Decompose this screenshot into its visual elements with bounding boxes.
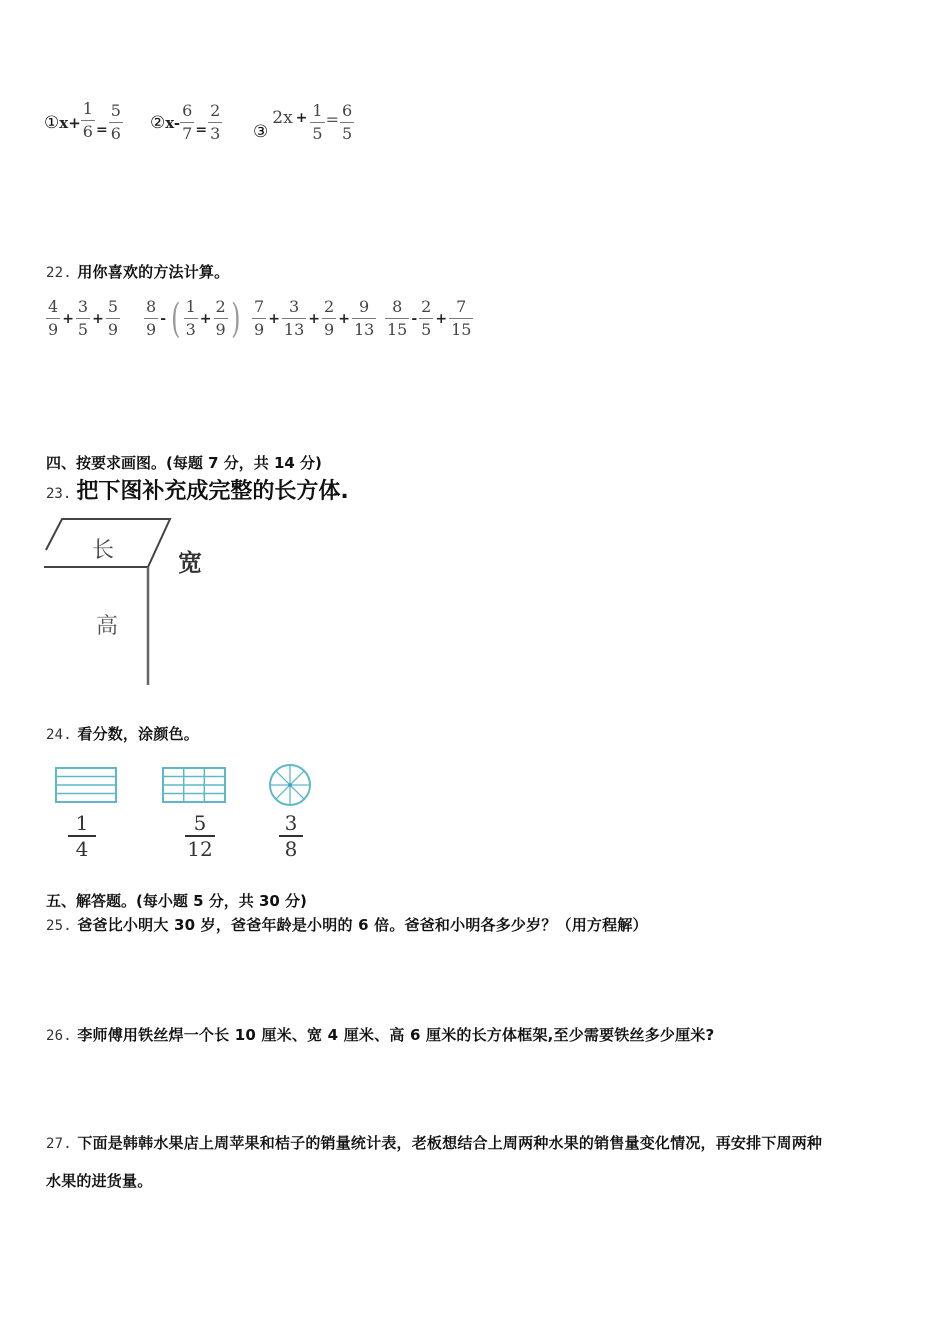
circled-number-2: ② bbox=[150, 112, 166, 133]
fraction: $\frac{7}{9}$ bbox=[254, 297, 265, 339]
grid-twelfths-figure[interactable] bbox=[162, 767, 226, 803]
question-26 bbox=[46, 1024, 714, 1045]
question-number: 27. bbox=[46, 1136, 72, 1152]
fraction-one-quarter: 1 4 bbox=[68, 812, 96, 860]
label-height: 高 bbox=[96, 614, 119, 639]
question-number: 22. bbox=[46, 265, 72, 281]
expression-2 bbox=[144, 297, 243, 340]
plus-sign: + bbox=[308, 310, 321, 327]
plus-sign: + bbox=[62, 310, 74, 327]
plus-sign: + bbox=[435, 310, 448, 327]
eq2-variable: x- bbox=[165, 113, 181, 132]
question-text: 爸爸比小明大 30 岁，爸爸年龄是小明的 6 倍。爸爸和小明各多少岁？（用方程解） bbox=[77, 916, 648, 934]
rectangle-quarters-figure[interactable] bbox=[55, 767, 117, 803]
question-25 bbox=[46, 914, 648, 935]
fraction: $\frac{9}{13}$ bbox=[353, 297, 375, 339]
question-22 bbox=[46, 261, 229, 282]
fraction: $\frac{4}{9}$ bbox=[48, 297, 59, 339]
equation-1 bbox=[44, 101, 123, 144]
question-23 bbox=[46, 474, 349, 505]
fraction: $\frac{2}{9}$ bbox=[215, 297, 226, 339]
minus-sign: - bbox=[411, 310, 418, 327]
plus-sign: + bbox=[295, 109, 308, 126]
question-27-continued: 水果的进货量。 bbox=[46, 1172, 153, 1190]
equation-2 bbox=[150, 101, 222, 144]
equals-sign: = bbox=[95, 121, 108, 138]
fraction: $\frac{8}{9}$ bbox=[146, 297, 157, 339]
plus-sign: + bbox=[92, 310, 104, 327]
label-length: 长 bbox=[92, 538, 115, 563]
fraction: $\frac{2}{9}$ bbox=[324, 297, 335, 339]
fraction: $\frac{6}{5}$ bbox=[341, 101, 353, 143]
expression-1 bbox=[46, 297, 120, 340]
fraction: $\frac{1}{3}$ bbox=[185, 297, 196, 339]
fraction: $\frac{5}{9}$ bbox=[107, 297, 119, 339]
question-24 bbox=[46, 723, 199, 744]
expression-3 bbox=[252, 297, 376, 340]
fraction: $\frac{5}{6}$ bbox=[110, 101, 121, 143]
equals-sign: = bbox=[325, 110, 339, 129]
left-parenthesis: ( bbox=[171, 295, 181, 342]
fraction-three-eighths: 3 8 bbox=[279, 812, 303, 860]
equation-3 bbox=[253, 101, 354, 144]
question-number: 24. bbox=[46, 727, 72, 743]
circled-number-1: ① bbox=[44, 112, 60, 133]
eq3-variable: 2x bbox=[272, 107, 293, 128]
section-4-title: 四、按要求画图。(每题 7 分，共 14 分) bbox=[46, 454, 322, 472]
fraction: $\frac{1}{5}$ bbox=[312, 101, 323, 143]
cuboid-partial-figure bbox=[40, 505, 280, 695]
fraction: $\frac{2}{5}$ bbox=[421, 297, 432, 339]
question-text: 把下图补充成完整的长方体. bbox=[76, 479, 349, 504]
fraction: $\frac{6}{7}$ bbox=[182, 101, 193, 143]
question-27 bbox=[46, 1132, 822, 1153]
question-number: 23. bbox=[46, 486, 72, 502]
plus-sign: + bbox=[338, 310, 350, 327]
fraction: $\frac{1}{6}$ bbox=[82, 99, 93, 141]
question-text: 看分数，涂颜色。 bbox=[77, 725, 199, 743]
label-width: 宽 bbox=[178, 549, 202, 577]
eq1-variable: x+ bbox=[59, 113, 81, 132]
plus-sign: + bbox=[268, 310, 280, 327]
fraction: $\frac{2}{3}$ bbox=[210, 101, 221, 143]
question-text-line1: 下面是韩韩水果店上周苹果和桔子的销量统计表，老板想结合上周两种水果的销售量变化情况，再安排下周两种 bbox=[77, 1134, 823, 1152]
fraction: $\frac{7}{15}$ bbox=[451, 297, 472, 339]
right-parenthesis: ) bbox=[230, 295, 241, 342]
equals-sign: = bbox=[195, 121, 208, 138]
circled-number-3: ③ bbox=[253, 121, 269, 142]
minus-sign: - bbox=[160, 310, 166, 327]
section-5-title: 五、解答题。(每小题 5 分，共 30 分) bbox=[46, 892, 307, 910]
question-number: 26. bbox=[46, 1028, 72, 1044]
fraction: $\frac{3}{5}$ bbox=[77, 297, 89, 339]
question-text: 用你喜欢的方法计算。 bbox=[77, 263, 230, 281]
question-text: 李师傅用铁丝焊一个长 10 厘米、宽 4 厘米、高 6 厘米的长方体框架,至少需要铁丝多少厘米? bbox=[77, 1026, 715, 1044]
circle-eighths-figure[interactable] bbox=[267, 762, 313, 808]
fraction: $\frac{3}{13}$ bbox=[283, 297, 305, 339]
expression-4 bbox=[385, 297, 473, 340]
fraction-five-twelfths: 5 12 bbox=[185, 812, 215, 860]
question-number: 25. bbox=[46, 918, 72, 934]
fraction: $\frac{8}{15}$ bbox=[387, 297, 408, 339]
plus-sign: + bbox=[199, 310, 212, 327]
